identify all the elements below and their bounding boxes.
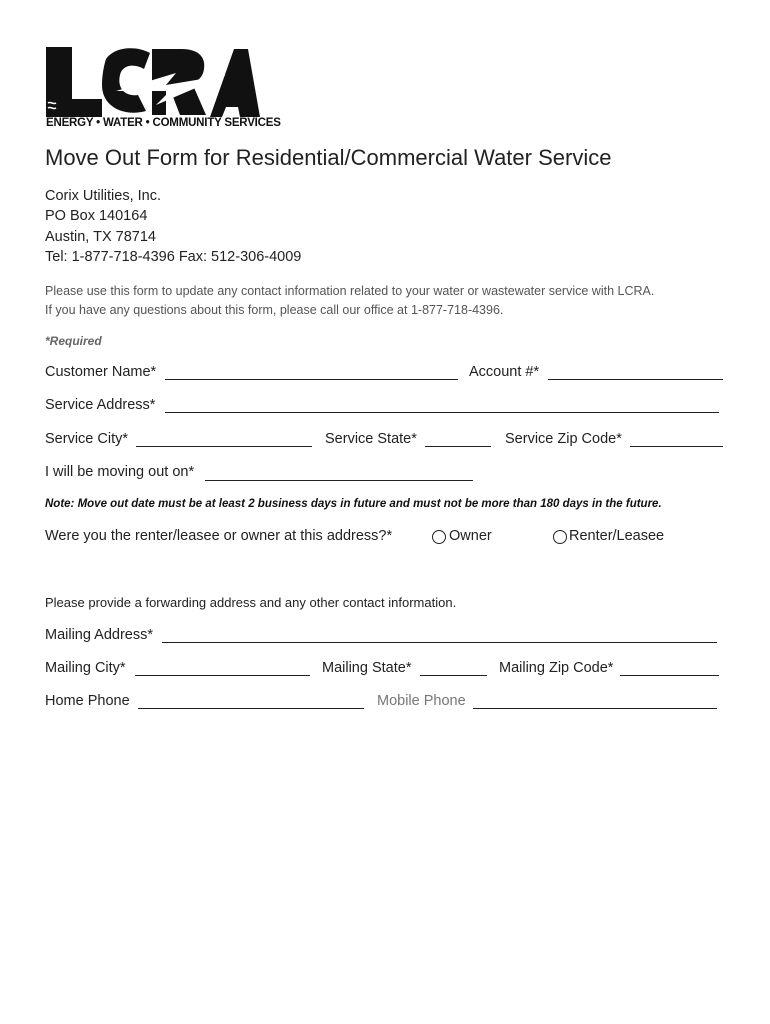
page-title: Move Out Form for Residential/Commercial Water Service <box>45 145 612 170</box>
service-zip-label: Service Zip Code* <box>505 431 622 447</box>
account-label: Account #* <box>469 364 540 380</box>
move-out-note: Note: Move out date must be at least 2 business days in future and must not be more than 180 days in the future. <box>45 498 662 510</box>
move-out-date-field[interactable] <box>205 480 473 481</box>
mobile-phone-field[interactable] <box>473 708 717 709</box>
intro-line-2: If you have any questions about this form, please call our office at 1-877-718-4396. <box>45 303 504 317</box>
required-note: *Required <box>45 334 102 348</box>
service-state-label: Service State* <box>325 431 417 447</box>
intro-line-1: Please use this form to update any contact information related to your water or wastewater service with LCRA. <box>45 284 655 298</box>
city-state-zip: Austin, TX 78714 <box>45 229 156 245</box>
company-name: Corix Utilities, Inc. <box>45 188 162 204</box>
logo-tagline: ENERGY • WATER • COMMUNITY SERVICES <box>46 117 281 129</box>
service-address-label: Service Address* <box>45 397 156 413</box>
home-phone-label: Home Phone <box>45 693 130 709</box>
service-address-field[interactable] <box>165 412 719 413</box>
owner-radio[interactable] <box>432 530 446 544</box>
mailing-zip-field[interactable] <box>620 675 719 676</box>
home-phone-field[interactable] <box>138 708 364 709</box>
mailing-city-label: Mailing City* <box>45 660 126 676</box>
renter-label: Renter/Leasee <box>569 528 665 544</box>
service-state-field[interactable] <box>425 446 491 447</box>
mailing-zip-label: Mailing Zip Code* <box>499 660 614 676</box>
forwarding-intro: Please provide a forwarding address and any other contact information. <box>45 595 457 610</box>
mailing-address-label: Mailing Address* <box>45 627 153 643</box>
mailing-state-label: Mailing State* <box>322 660 412 676</box>
customer-name-field[interactable] <box>165 379 458 380</box>
phone-fax: Tel: 1-877-718-4396 Fax: 512-306-4009 <box>45 249 302 265</box>
mobile-phone-label: Mobile Phone <box>377 693 466 709</box>
mailing-state-field[interactable] <box>420 675 487 676</box>
service-city-label: Service City* <box>45 431 128 447</box>
po-box: PO Box 140164 <box>45 208 148 224</box>
service-city-field[interactable] <box>136 446 312 447</box>
ownership-question: Were you the renter/leasee or owner at this address?* <box>45 528 393 544</box>
account-field[interactable] <box>548 379 723 380</box>
customer-name-label: Customer Name* <box>45 364 157 380</box>
service-zip-field[interactable] <box>630 446 723 447</box>
owner-label: Owner <box>449 528 492 544</box>
renter-radio[interactable] <box>553 530 567 544</box>
mailing-city-field[interactable] <box>135 675 310 676</box>
move-out-date-label: I will be moving out on* <box>45 464 195 480</box>
mailing-address-field[interactable] <box>162 642 717 643</box>
